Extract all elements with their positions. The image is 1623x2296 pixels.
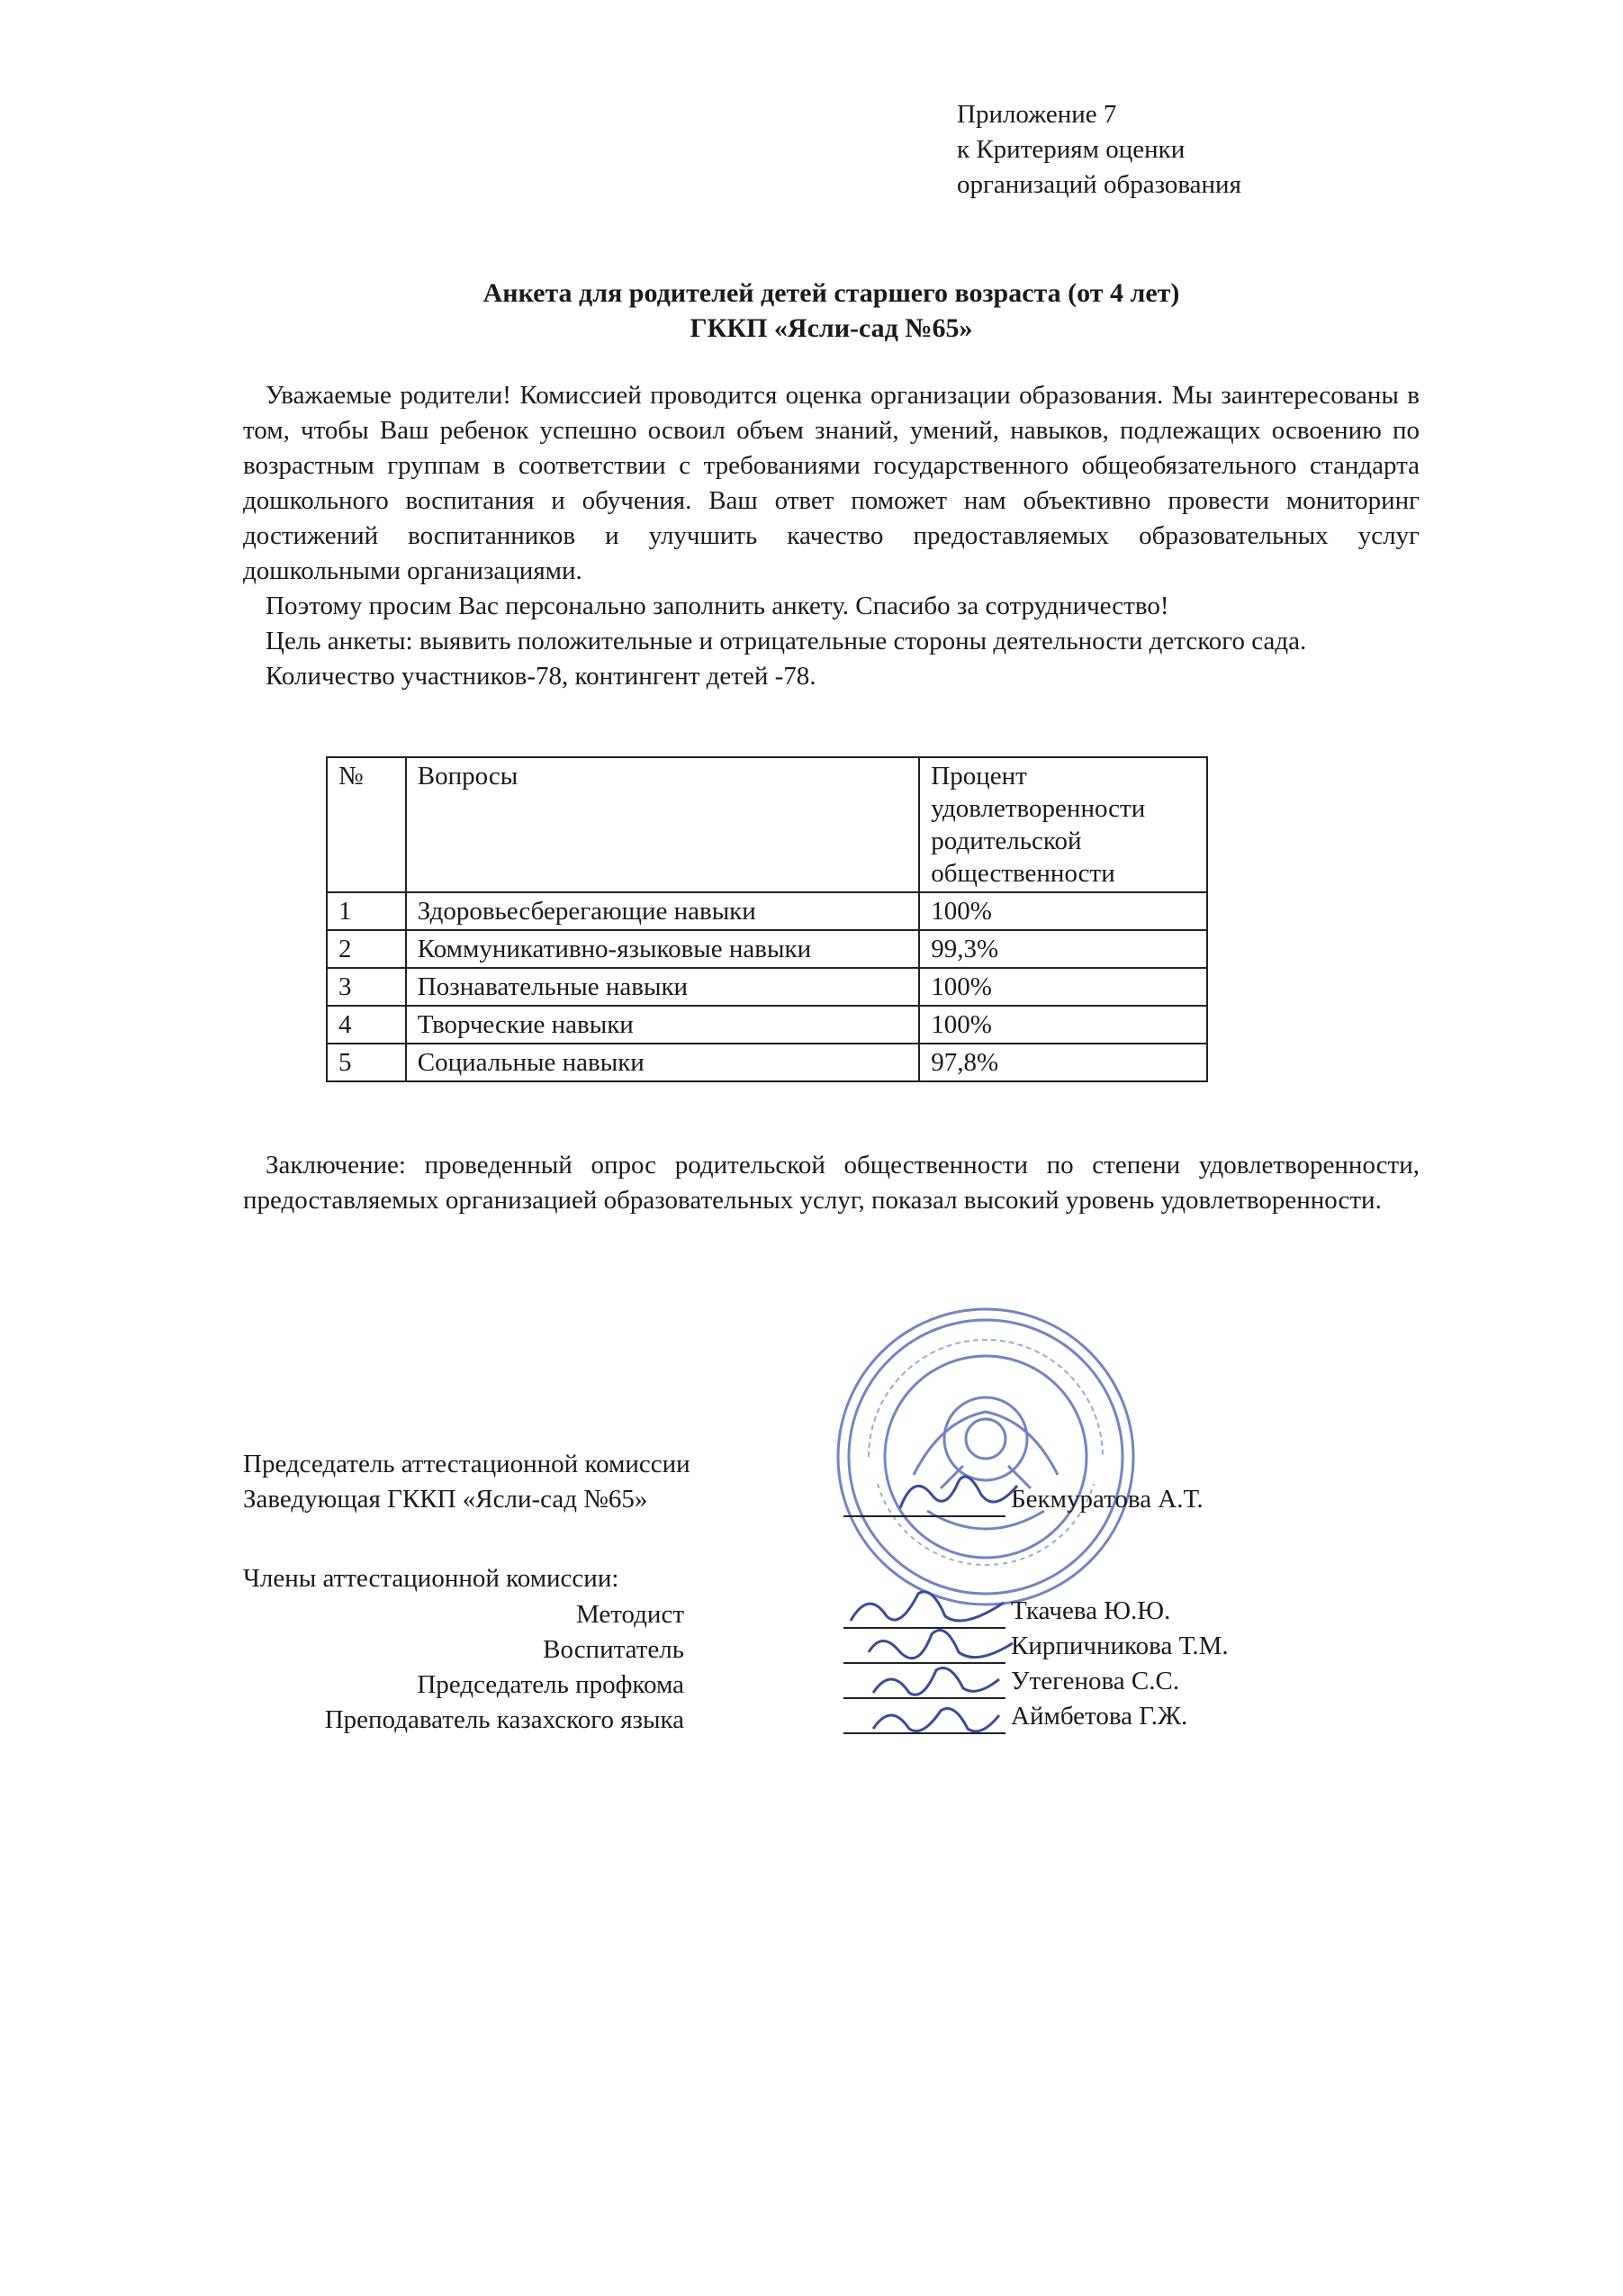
- member-role: Преподаватель казахского языка: [324, 1705, 684, 1734]
- row-num: 1: [327, 892, 406, 930]
- row-question: Коммуникативно-языковые навыки: [406, 930, 920, 968]
- conclusion-paragraph: Заключение: проведенный опрос родительской общественности по степени удовлетворенности, предоставляемых организацией образовательных услуг, показал высокий уровень удовлетворенности.: [243, 1151, 1420, 1215]
- intro-paragraph-1: Уважаемые родители! Комиссией проводится оценка организации образования. Мы заинтересованы в том, чтобы Ваш ребенок успешно освоил объем знаний, умений, навыков, подлежащих освоению по возрастным группам в соответствии с требованиями государственного общеобязательного стандарта дошкольного воспитания и обучения. Ваш ответ поможет нам объективно провести мониторинг достижений воспитанников и улучшить качество предоставляемых образовательных услуг дошкольными организациями.: [243, 381, 1420, 585]
- members-label: Члены аттестационной комиссии:: [243, 1564, 619, 1593]
- row-percent: 99,3%: [919, 930, 1207, 968]
- chair-name: Бекмуратова А.Т.: [1011, 1485, 1204, 1514]
- header-question: Вопросы: [406, 757, 920, 892]
- row-percent: 100%: [919, 892, 1207, 930]
- row-percent: 100%: [919, 1006, 1207, 1044]
- annex-line-2: к Критериям оценки: [957, 135, 1186, 164]
- chair-block: [243, 1447, 690, 1517]
- row-num: 5: [327, 1044, 406, 1081]
- table-row: [327, 892, 1207, 930]
- row-num: 4: [327, 1006, 406, 1044]
- member-role: Методист: [575, 1600, 684, 1629]
- row-percent: 100%: [919, 968, 1207, 1006]
- intro-text: [243, 378, 1420, 694]
- header-num: №: [327, 757, 406, 892]
- table-row: [327, 968, 1207, 1006]
- annex-header: [957, 97, 1241, 203]
- chair-title: Председатель аттестационной комиссии: [243, 1450, 690, 1478]
- title-line-1: Анкета для родителей детей старшего возраста (от 4 лет): [482, 278, 1180, 308]
- member-role: Воспитатель: [543, 1635, 684, 1664]
- row-question: Здоровьесберегающие навыки: [406, 892, 920, 930]
- chair-position: Заведующая ГККП «Ясли-сад №65»: [243, 1485, 648, 1514]
- row-percent: 97,8%: [919, 1044, 1207, 1081]
- intro-paragraph-2: Поэтому просим Вас персонально заполнить анкету. Спасибо за сотрудничество!: [266, 592, 1169, 620]
- row-num: 2: [327, 930, 406, 968]
- document-title: [243, 276, 1420, 346]
- annex-line-3: организаций образования: [957, 170, 1241, 199]
- row-question: Познавательные навыки: [406, 968, 920, 1006]
- intro-paragraph-3: Цель анкеты: выявить положительные и отрицательные стороны деятельности детского сада.: [266, 627, 1307, 655]
- row-question: Творческие навыки: [406, 1006, 920, 1044]
- member-roles: [243, 1597, 684, 1738]
- table-row: [327, 1006, 1207, 1044]
- member-name: Ткачева Ю.Ю.: [1011, 1596, 1171, 1625]
- official-stamp-icon: [833, 1304, 1139, 1610]
- header-percent: Процент удовлетворенности родительской общественности: [919, 757, 1207, 892]
- results-table: [326, 756, 1208, 1082]
- intro-paragraph-4: Количество участников-78, контингент детей -78.: [266, 662, 816, 691]
- conclusion-text: [243, 1148, 1420, 1218]
- member-name: Утегенова С.С.: [1011, 1667, 1180, 1695]
- table-header-row: [327, 757, 1207, 892]
- table-row: [327, 930, 1207, 968]
- member-name: Аймбетова Г.Ж.: [1011, 1702, 1188, 1731]
- title-line-2: ГККП «Ясли-сад №65»: [690, 313, 973, 343]
- row-question: Социальные навыки: [406, 1044, 920, 1081]
- signature-scribble-icon: [896, 1468, 1022, 1522]
- table-row: [327, 1044, 1207, 1081]
- annex-line-1: Приложение 7: [957, 100, 1117, 129]
- row-num: 3: [327, 968, 406, 1006]
- member-role: Председатель профкома: [417, 1670, 684, 1699]
- member-name: Кирпичникова Т.М.: [1011, 1632, 1229, 1660]
- signature-scribble-icon: [869, 1697, 1004, 1742]
